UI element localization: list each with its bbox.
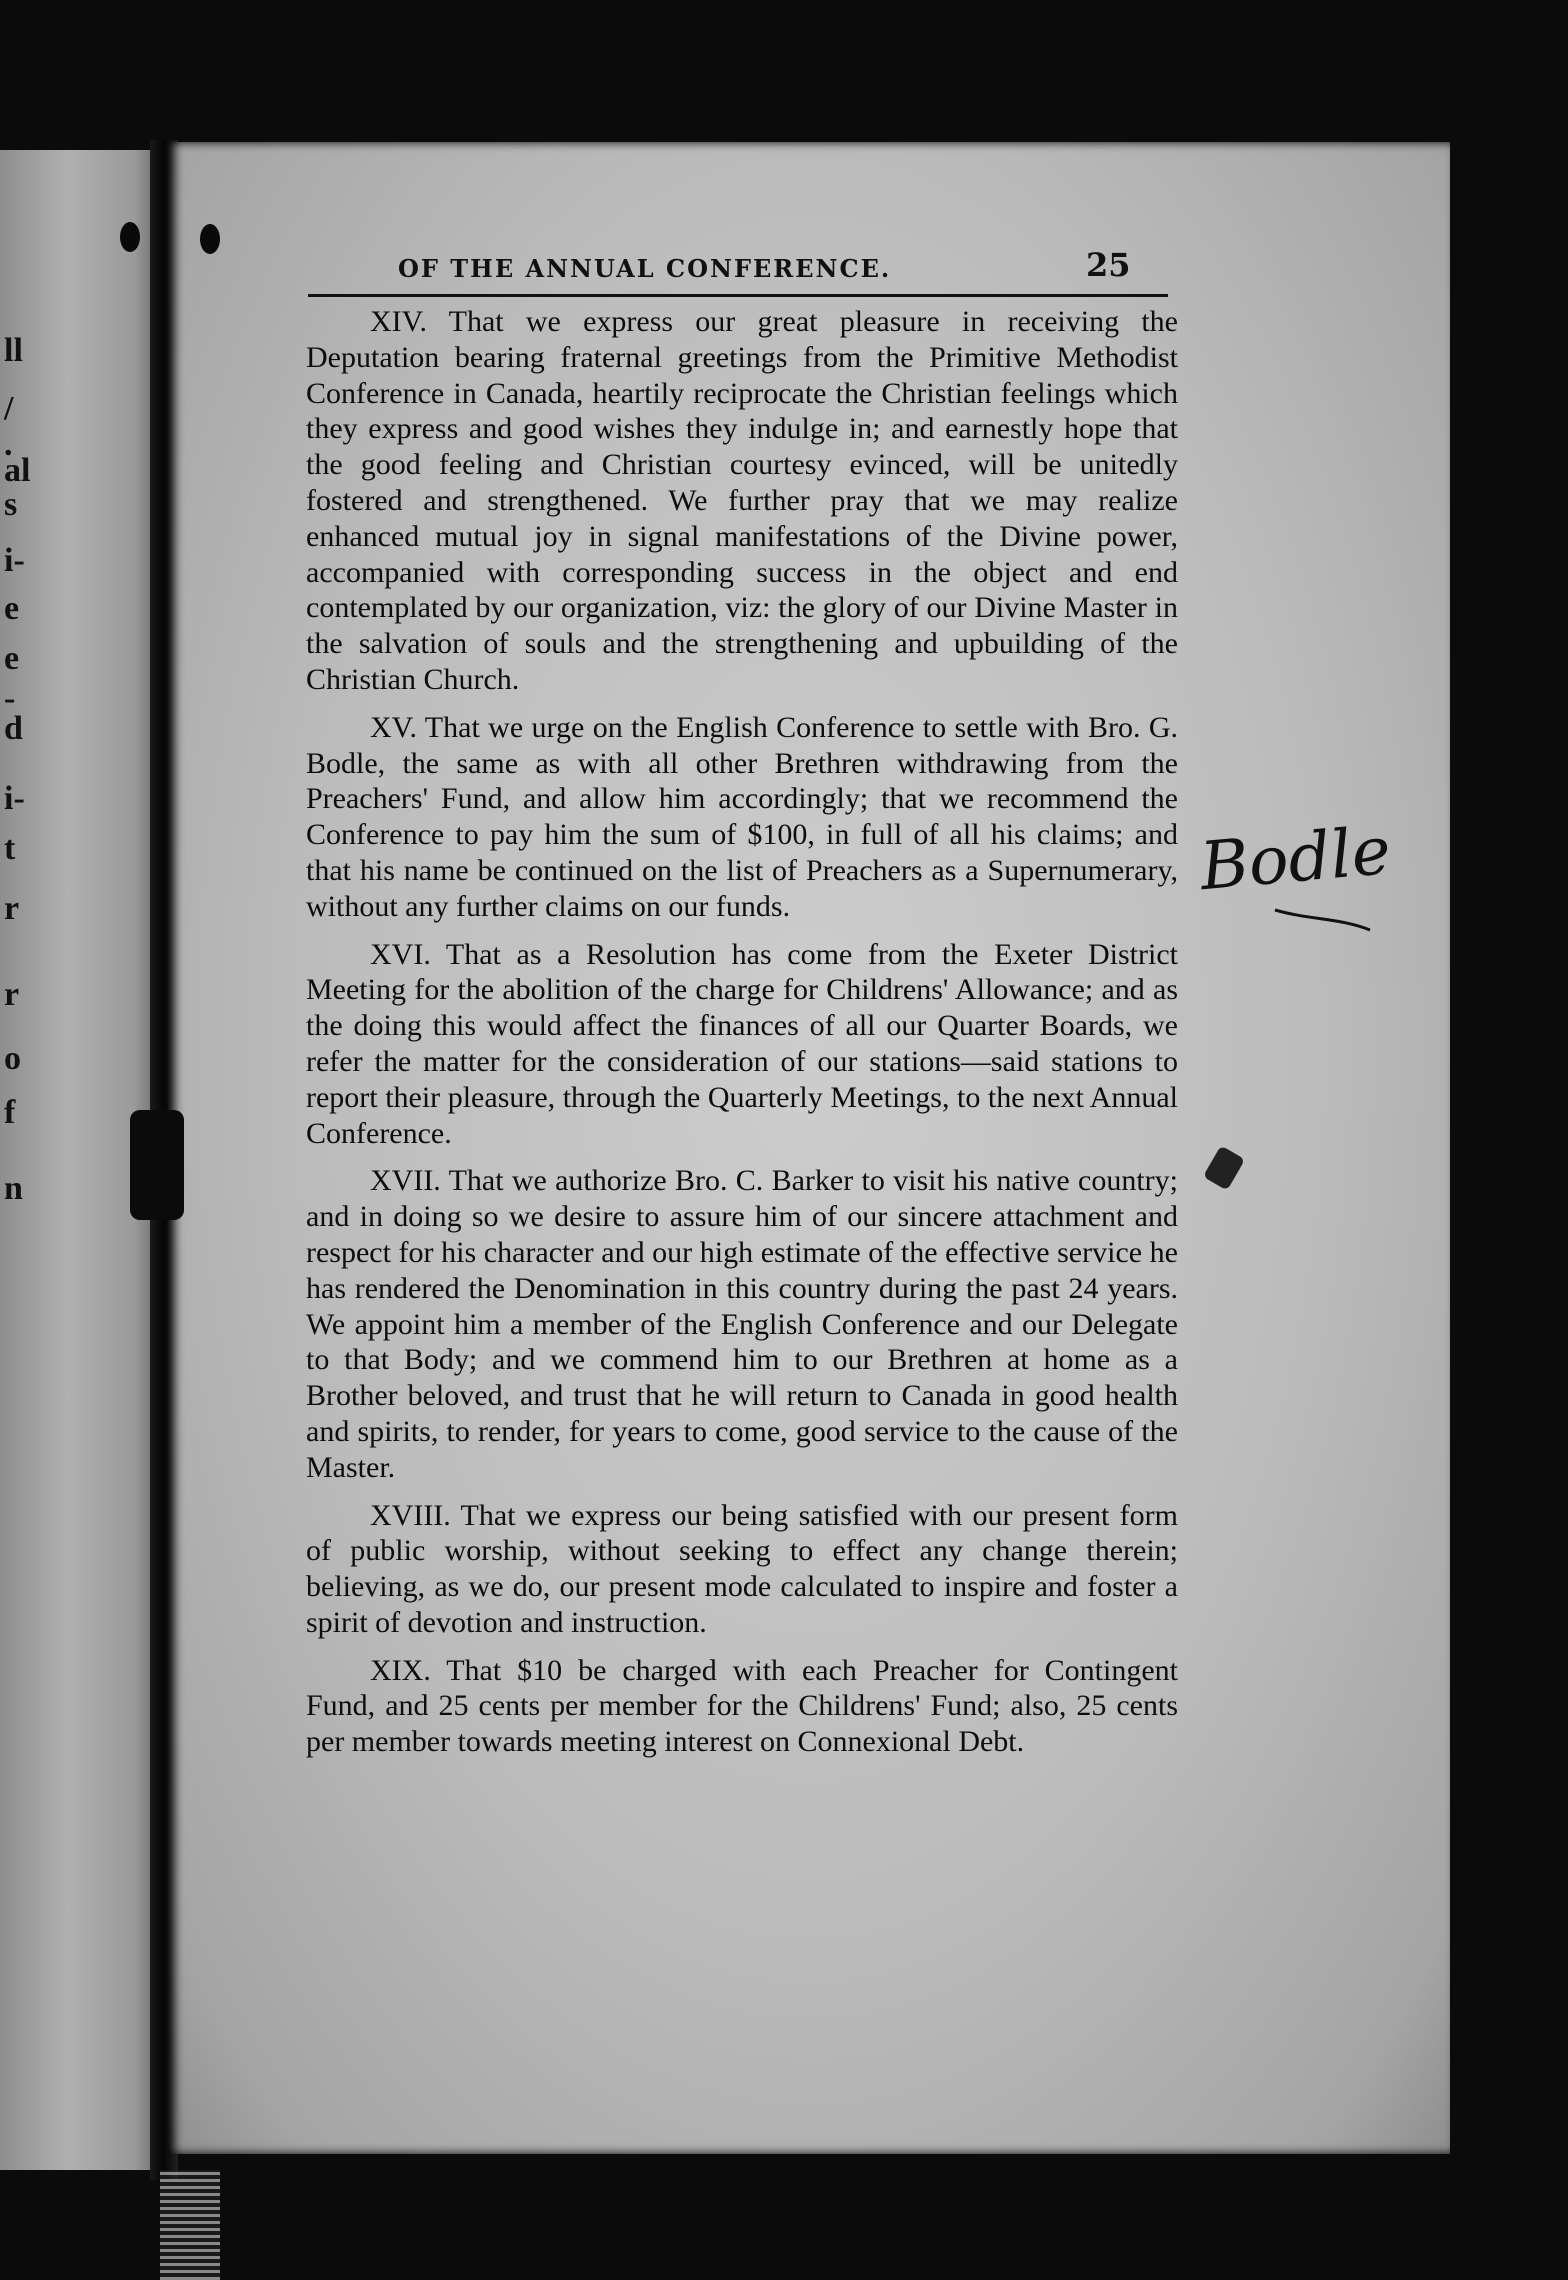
left-page-fragment: . xyxy=(4,426,13,463)
binding-clasp xyxy=(130,1110,184,1220)
handwritten-margin-note: Bodle xyxy=(1197,811,1394,906)
resolution-xvi: XVI. That as a Resolution has come from the Exeter District Meeting for the abolition of the charge for Childrens' Allowance; and as the doing this would affect the finances of all our Quarter Boards, we refer the matter for the consideration of our stations—said stations to report their pleasure, through the Quarterly Meetings, to the next Annual Conference. xyxy=(306,937,1178,1150)
left-page-fragment: e xyxy=(4,640,20,677)
ink-blot-icon xyxy=(200,224,220,254)
left-page-fragment: s xyxy=(4,486,18,523)
resolution-xvii: XVII. That we authorize Bro. C. Barker to visit his native country; and in doing so we desire to assure him of our sincere attachment and respect for his character and our high estimate of the effective service he has rendered the Denomination in this country during the past 24 years. We appoint him a member of the English Conference and our Delegate to that Body; and we commend him to our Brethren at home as a Brother beloved, and trust that he will return to Canada in good health and spirits, to render, for years to come, good service to the cause of the Master. xyxy=(306,1164,1178,1484)
resolution-xviii: XVIII. That we express our being satisfied with our present form of public worship, without seeking to effect any change therein; believing, as we do, our present mode calculated to inspire and foster a spirit of devotion and instruction. xyxy=(306,1498,1178,1639)
text-body xyxy=(306,304,1178,1772)
resolution-xiv: XIV. That we express our great pleasure in receiving the Deputation bearing fraternal greetings from the Primitive Methodist Conference in Canada, heartily reciprocate the Christian feelings which they express and good wishes they indulge in; and earnestly hope that the good feeling and Christian courtesy evinced, will be unitedly fostered and strengthened. We further pray that we may realize enhanced mutual joy in signal manifestations of the Divine power, accompanied with corresponding success in the object and end contemplated by our organization, viz: the glory of our Divine Master in the salvation of souls and the strengthening and upbuilding of the Christian Church. xyxy=(306,305,1178,696)
left-page-fragment: e xyxy=(4,590,20,627)
book-page xyxy=(168,142,1450,2154)
running-head: OF THE ANNUAL CONFERENCE. xyxy=(398,254,892,283)
left-page-fragment: t xyxy=(4,830,16,867)
left-page-fragment: o xyxy=(4,1040,21,1077)
left-page-fragment: / xyxy=(4,390,14,427)
header-rule xyxy=(308,294,1168,297)
left-page-fragment: n xyxy=(4,1170,23,1207)
resolution-xv: XV. That we urge on the English Conference to settle with Bro. G. Bodle, the same as with all other Brethren withdrawing from the Preachers' Fund, and allow him accordingly; that we recommend the Conference to pay him the sum of $100, in full of all his claims; and that his name be continued on the list of Preachers as a Supernumerary, without any further claims on our funds. xyxy=(306,710,1178,923)
pen-stroke-icon xyxy=(1270,900,1380,940)
left-page-fragment: r xyxy=(4,976,20,1013)
resolution-xix: XIX. That $10 be charged with each Preacher for Contingent Fund, and 25 cents per member for the Childrens' Fund; also, 25 cents per member towards meeting interest on Connexional Debt. xyxy=(306,1653,1178,1759)
ink-blot-icon xyxy=(120,222,140,252)
left-page-fragment: i- xyxy=(4,780,25,817)
left-page-fragment: r xyxy=(4,890,20,927)
left-page-fragment: - xyxy=(4,680,16,717)
left-page-fragment: al xyxy=(4,452,31,489)
left-page-fragment: i- xyxy=(4,542,25,579)
page-number: 25 xyxy=(1086,246,1131,284)
scan-noise xyxy=(160,2170,220,2280)
left-page-fragment: ll xyxy=(4,332,23,369)
left-page-fragment: f xyxy=(4,1094,16,1131)
left-page-fragment: d xyxy=(4,710,23,747)
